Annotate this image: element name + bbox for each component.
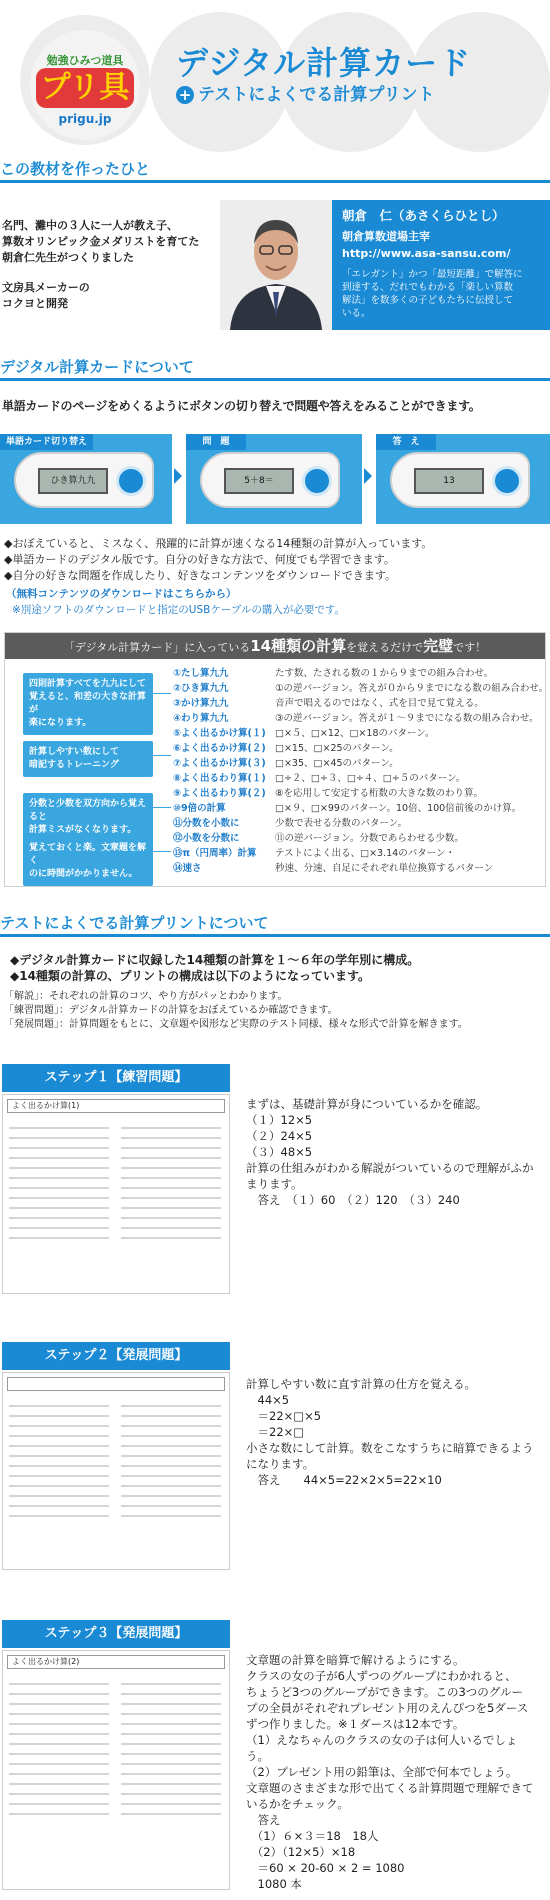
- step-line: （３）48×5: [246, 1145, 313, 1159]
- category-line: のに時間がかかりません。: [29, 869, 138, 879]
- maker-text-1: 文房具メーカーの: [2, 281, 90, 294]
- feature-bullet: ◆自分の好きな問題を作成したり、好きなコンテンツをダウンロードできます。: [4, 569, 397, 582]
- author-profile-box: [332, 200, 550, 330]
- card-lead: 単語カードのページをめくるようにボタンの切り替えで問題や答えをみることができます。: [2, 399, 481, 413]
- calc-item-name: ④わり算九九: [173, 713, 229, 724]
- table-header-post: です！: [453, 641, 487, 654]
- download-link[interactable]: （無料コンテンツのダウンロードはこちらから）: [6, 588, 237, 600]
- calc-item-desc: □÷２、□÷３、□÷４、□÷５のパターン。: [275, 773, 466, 784]
- author-section-title: この教材を作ったひと: [0, 160, 151, 178]
- arrow-right-icon: [364, 468, 372, 484]
- step-1-header: ステップ１【練習問題】: [2, 1064, 230, 1092]
- category-line: 覚えると、和差の大きな計算が: [29, 692, 147, 715]
- prigu-logo[interactable]: [30, 30, 140, 140]
- step-line: まります。: [246, 1177, 303, 1191]
- calc-item-desc: たす数、たされる数の１から９までの組み合わせ。: [275, 668, 494, 679]
- section-divider: [0, 934, 550, 937]
- step-3-worksheet-image: [2, 1650, 230, 1890]
- step-line: 答え: [246, 1813, 281, 1827]
- print-lead-1: ◆デジタル計算カードに収録した14種類の計算を１～６年の学年別に構成。: [10, 953, 420, 967]
- page-subtitle-text: テストによくでる計算プリント: [198, 85, 435, 105]
- print-section-title: テストによくでる計算プリントについて: [0, 914, 269, 932]
- step-line: いるかをチェック。: [246, 1797, 349, 1811]
- worksheet-title: [7, 1377, 225, 1391]
- step-line: 文章題の計算を暗算で解けるようにする。: [246, 1653, 465, 1667]
- category-box-3: [23, 793, 153, 842]
- step-line: 答え 44×5=22×2×5=22×10: [246, 1473, 442, 1487]
- device-button: [492, 466, 522, 496]
- worksheet-column: [9, 1397, 109, 1523]
- connector-line: [153, 755, 171, 756]
- step-line: 計算の仕組みがわかる解説がついているので理解がふか: [246, 1161, 534, 1175]
- print-def-advanced: 「発展問題」：計算問題をもとに、文章題や図形など実際のテスト同様、様々な形式で計算を解きます。: [4, 1019, 468, 1030]
- calc-item-desc: ③の逆バージョン。答えが１～９までになる数の組み合わせ。: [275, 713, 539, 724]
- calc-item-desc: □×35、□×45のパターン。: [275, 758, 399, 769]
- category-line: 四則計算すべてを九九にして: [29, 679, 146, 689]
- print-def-explain: 「解説」：それぞれの計算のコツ、やり方がパッとわかります。: [4, 991, 288, 1002]
- step-2-worksheet-image: [2, 1372, 230, 1570]
- step-line: 計算しやすい数に直す計算の仕方を覚える。: [246, 1377, 476, 1391]
- calc-card-device: [200, 452, 340, 508]
- step-line: クラスの女の子が6人ずつのグループにわかれると、: [246, 1669, 517, 1683]
- category-line: 暗記するトレーニング: [29, 760, 119, 770]
- author-role: 朝倉算数道場主宰: [342, 230, 430, 243]
- step-1-worksheet-image: [2, 1094, 230, 1294]
- logo-domain: prigu.jp: [58, 112, 112, 126]
- step-3-text: [246, 1652, 534, 1892]
- calc-item-name: ⑦よく出るかけ算(３): [173, 758, 266, 769]
- step-line: 44×5: [246, 1393, 290, 1407]
- table-header-big: 14種類の計算: [250, 637, 347, 655]
- step-line: ＝22×□×5: [246, 1409, 322, 1423]
- calc-item-desc: 音声で唱えるのではなく、式を目で見て覚える。: [275, 698, 484, 709]
- card-label-switch: 単語カード切り替え: [0, 434, 93, 450]
- author-name: 朝倉 仁（あさくらひとし）: [342, 208, 505, 223]
- print-lead-2: ◆14種類の計算の、プリントの構成は以下のようになっています。: [10, 969, 371, 983]
- author-desc-1: 「エレガント」かつ「最短距離」で解答に: [342, 269, 523, 280]
- author-desc-3: 解法」を数多くの子どもたちに伝授して: [342, 295, 514, 306]
- connector-line: [153, 851, 171, 852]
- section-divider: [0, 378, 550, 381]
- step-2-text: [246, 1376, 534, 1488]
- card-section-title: デジタル計算カードについて: [0, 358, 194, 376]
- step-line: （1）えなちゃんのクラスの女の子は何人いるでしょ: [246, 1733, 518, 1747]
- step-line: 小さな数にして計算。数をこなすうちに暗算できるよう: [246, 1441, 534, 1455]
- table-header-pre: 「デジタル計算カード」に入っている: [63, 641, 251, 654]
- worksheet-column: [121, 1397, 221, 1523]
- calc-item-desc: ⑧を応用して安定する桁数の大きな数のわり算。: [275, 788, 484, 799]
- calc-item-desc: □×９、□×99のパターン。10倍、100倍前後のかけ算。: [275, 803, 522, 814]
- device-screen: 13: [414, 468, 484, 494]
- calc-item-name: ②ひき算九九: [173, 683, 229, 694]
- calc-item-desc: ①の逆バージョン。答えが０から９までになる数の組み合わせ。: [275, 683, 549, 694]
- category-line: 分数と少数を双方向から覚えると: [29, 799, 147, 822]
- page-subtitle: [176, 80, 435, 105]
- worksheet-column: [121, 1119, 221, 1245]
- worksheet-title: よく出るかけ算(1): [7, 1099, 225, 1113]
- calc-item-desc: □×５、□×12、□×18のパターン。: [275, 728, 435, 739]
- connector-line: [153, 693, 171, 694]
- step-line: ＝22×□: [246, 1425, 305, 1439]
- calc-item-desc: ⑪の逆バージョン。分数であらわせる少数。: [275, 833, 464, 844]
- calc-item-desc: 少数で表せる分数のパターン。: [275, 818, 408, 829]
- calc-item-name: ①たし算九九: [173, 668, 229, 679]
- step-2-header: ステップ２【発展問題】: [2, 1342, 230, 1370]
- author-intro-3: 朝倉仁先生がつくりました: [2, 251, 134, 264]
- step-3-header: ステップ３【発展問題】: [2, 1620, 230, 1648]
- author-photo: [220, 200, 332, 330]
- calc-item-name: ⑭速さ: [173, 863, 202, 874]
- step-line: 答え （１）60 （２）120 （３）240: [246, 1193, 460, 1207]
- category-box-2: [23, 741, 153, 777]
- calc-item-name: ⑬π（円周率）計算: [173, 848, 257, 859]
- calc-item-desc: □×15、□×25のパターン。: [275, 743, 399, 754]
- step-line: プの全員がそれぞれプレゼント用のえんぴつを5ダース: [246, 1701, 529, 1715]
- worksheet-column: [9, 1675, 109, 1821]
- table-header-big2: 完璧: [423, 637, 454, 655]
- author-desc-2: 到達する、だれでもわかる「楽しい算数: [342, 282, 514, 293]
- category-line: 覚えておくと楽。文章題を解く: [29, 843, 147, 866]
- device-button: [116, 466, 146, 496]
- step-line: ＝60 × 20-60 × 2 = 1080: [246, 1861, 405, 1875]
- arrow-right-icon: [174, 468, 182, 484]
- calc-card-device: [14, 452, 154, 508]
- author-url-link[interactable]: http://www.asa-sansu.com/: [342, 247, 511, 260]
- calc-item-name: ⑤よく出るかけ算(１): [173, 728, 266, 739]
- device-button: [302, 466, 332, 496]
- worksheet-column: [121, 1675, 221, 1821]
- plus-icon: +: [176, 86, 194, 104]
- category-box-1: [23, 673, 153, 735]
- author-intro-2: 算数オリンピック金メダリストを育てた: [2, 235, 200, 248]
- category-line: 計算しやすい数にして: [29, 747, 120, 757]
- device-screen: 5＋8＝: [224, 468, 294, 494]
- calc-item-name: ⑧よく出るわり算(１): [173, 773, 266, 784]
- calc-item-name: ③かけ算九九: [173, 698, 229, 709]
- calc-item-name: ⑫小数を分数に: [173, 833, 240, 844]
- worksheet-column: [9, 1119, 109, 1245]
- step-line: （２）24×5: [246, 1129, 313, 1143]
- step-line: 文章題のさまざまな形で出てくる計算問題で理解できて: [246, 1781, 534, 1795]
- download-note: ※別途ソフトのダウンロードと指定のUSBケーブルの購入が必要です。: [12, 604, 346, 616]
- card-label-answer: 答 え: [376, 434, 436, 450]
- page-title: デジタル計算カード: [176, 44, 472, 82]
- step-line: （1）６×３＝18 18人: [246, 1829, 379, 1843]
- calc-item-name: ⑪分数を小数に: [173, 818, 240, 829]
- author-desc-4: いる。: [342, 308, 371, 319]
- category-box-4: [23, 837, 153, 886]
- logo-wordmark: プリ具: [36, 68, 134, 108]
- calc-item-name: ⑥よく出るかけ算(２): [173, 743, 266, 754]
- step-line: （１）12×5: [246, 1113, 313, 1127]
- device-screen: ひき算九九: [38, 468, 108, 494]
- table-header: [5, 633, 545, 659]
- feature-bullet: ◆おぼえていると、ミスなく、飛躍的に計算が速くなる14種類の計算が入っています。: [4, 537, 433, 550]
- calc-card-device: [390, 452, 530, 508]
- calc-item-name: ⑨よく出るわり算(２): [173, 788, 266, 799]
- step-line: 1080 本: [246, 1877, 302, 1891]
- step-line: まずは、基礎計算が身についているかを確認。: [246, 1097, 488, 1111]
- worksheet-title: よく出るかけ算(2): [7, 1655, 225, 1669]
- print-def-practice: 「練習問題」：デジタル計算カードの計算をおぼえているか確認できます。: [4, 1005, 338, 1016]
- step-line: う。: [246, 1749, 269, 1763]
- step-1-text: [246, 1096, 534, 1208]
- logo-tagline: 勉強ひみつ道具: [46, 54, 124, 67]
- section-divider: [0, 180, 550, 183]
- category-line: 計算ミスがなくなります。: [29, 825, 137, 835]
- step-line: （2）プレゼント用の鉛筆は、全部で何本でしょう。: [246, 1765, 518, 1779]
- connector-line: [153, 807, 171, 808]
- calculation-types-table: [4, 632, 549, 887]
- table-header-mid: を覚えるだけで: [346, 641, 424, 654]
- category-line: 楽になります。: [29, 718, 92, 728]
- step-line: になります。: [246, 1457, 315, 1471]
- step-line: ずつ作りました。※１ダースは12本です。: [246, 1717, 465, 1731]
- calc-item-name: ⑩9倍の計算: [173, 803, 226, 814]
- step-line: ちょうど3つのグループができます。この3つのグルー: [246, 1685, 523, 1699]
- feature-bullet: ◆単語カードのデジタル版です。自分の好きな方法で、何度でも学習できます。: [4, 553, 395, 566]
- calc-item-desc: 秒速、分速、自足にそれぞれ単位換算するパターン: [275, 863, 494, 874]
- step-line: （2）（12×5）×18: [246, 1845, 356, 1859]
- maker-text-2: コクヨと開発: [2, 297, 68, 310]
- card-label-question: 問 題: [186, 434, 246, 450]
- calc-item-desc: テストによく出る、□×3.14のパターン・: [275, 848, 456, 859]
- author-intro-1: 名門、灘中の３人に一人が教え子、: [2, 219, 178, 232]
